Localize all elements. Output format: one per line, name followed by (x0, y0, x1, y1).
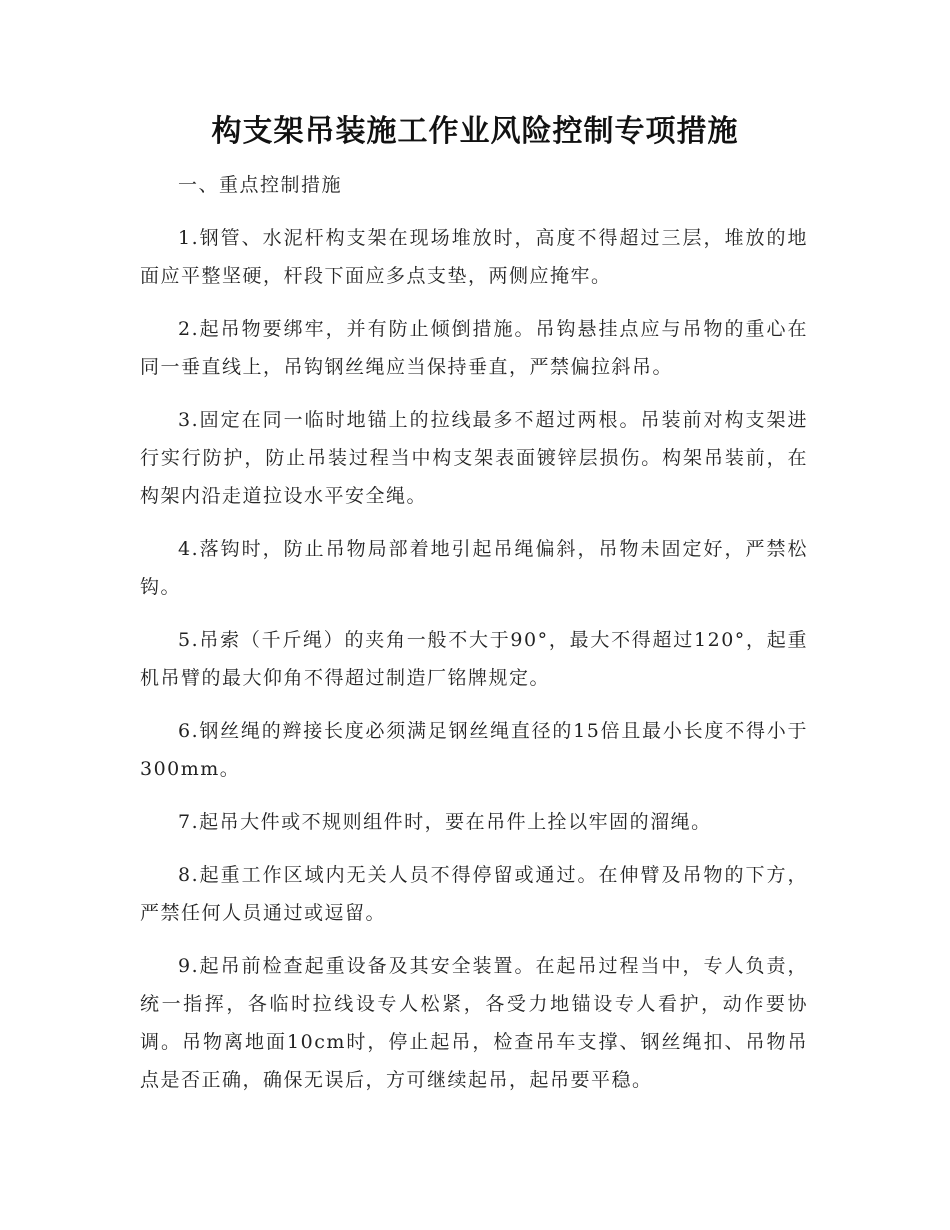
paragraph-item-3: 3.固定在同一临时地锚上的拉线最多不超过两根。吊装前对构支架进行实行防护，防止吊装过程当中构支架表面镀锌层损伤。构架吊装前，在构架内沿走道拉设水平安全绳。 (140, 409, 808, 507)
paragraph-item-7: 7.起吊大件或不规则组件时，要在吊件上拴以牢固的溜绳。 (178, 811, 712, 833)
paragraph-item-8: 8.起重工作区域内无关人员不得停留或通过。在伸臂及吊物的下方，严禁任何人员通过或逗留。 (140, 864, 808, 924)
paragraph-item-6: 6.钢丝绳的辫接长度必须满足钢丝绳直径的15倍且最小长度不得小于300mm。 (140, 720, 808, 780)
paragraph-item-2: 2.起吊物要绑牢，并有防止倾倒措施。吊钩悬挂点应与吊物的重心在同一垂直线上，吊钩钢丝绳应当保持垂直，严禁偏拉斜吊。 (140, 318, 808, 378)
paragraph-item-5: 5.吊索（千斤绳）的夹角一般不大于90°，最大不得超过120°，起重机吊臂的最大仰角不得超过制造厂铭牌规定。 (140, 629, 808, 689)
paragraph-item-4: 4.落钩时，防止吊物局部着地引起吊绳偏斜，吊物未固定好，严禁松钩。 (140, 538, 808, 598)
section-heading: 一、重点控制措施 (178, 174, 343, 196)
paragraph-item-9: 9.起吊前检查起重设备及其安全装置。在起吊过程当中，专人负责，统一指挥，各临时拉线设专人松紧，各受力地锚设专人看护，动作要协调。吊物离地面10cm时，停止起吊，检查吊车支撑、钢丝绳扣、吊物吊点是否正确，确保无误后，方可继续起吊，起吊要平稳。 (140, 955, 808, 1091)
document-body (140, 166, 808, 1114)
document-title: 构支架吊装施工作业风险控制专项措施 (211, 114, 739, 149)
paragraph-item-1: 1.钢管、水泥杆构支架在现场堆放时，高度不得超过三层，堆放的地面应平整坚硬，杆段下面应多点支垫，两侧应掩牢。 (140, 227, 808, 287)
